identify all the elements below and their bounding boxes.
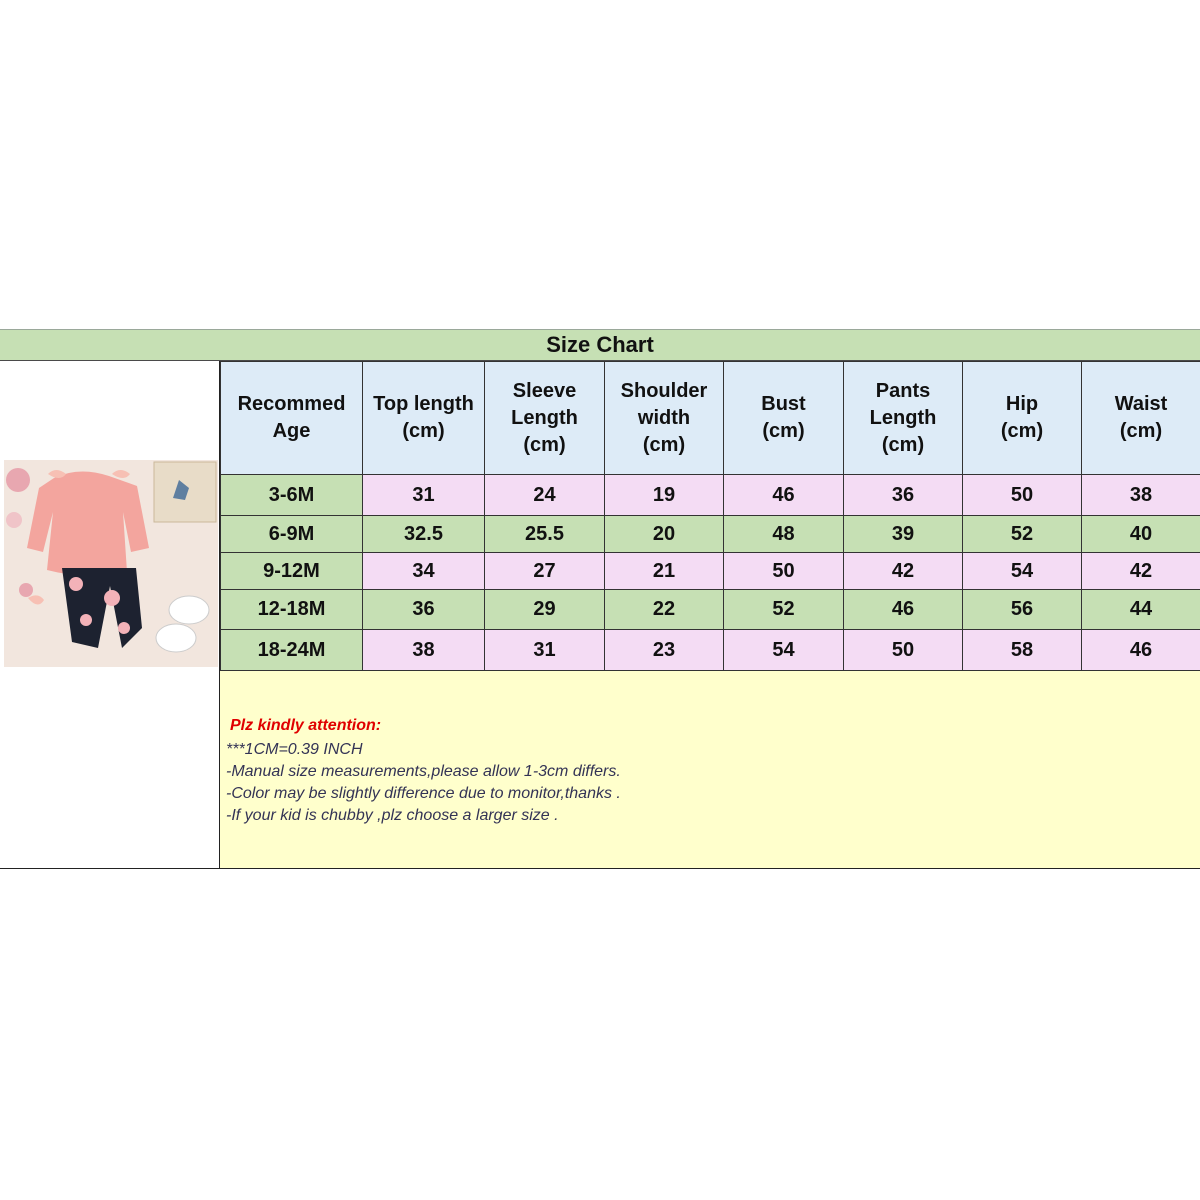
header-row <box>221 362 1200 475</box>
table-row <box>221 630 1200 671</box>
table-row <box>221 590 1200 630</box>
value-cell: 21 <box>605 553 724 590</box>
note-line: -Color may be slightly difference due to monitor,thanks . <box>226 785 621 802</box>
value-cell: 29 <box>485 590 605 630</box>
notes-title: Plz kindly attention: <box>230 717 382 734</box>
value-cell: 54 <box>724 630 844 671</box>
value-cell: 42 <box>1082 553 1200 590</box>
size-chart <box>0 329 1200 869</box>
value-cell: 34 <box>363 553 485 590</box>
value-cell: 31 <box>363 475 485 516</box>
age-cell: 6-9M <box>221 516 363 553</box>
value-cell: 38 <box>1082 475 1200 516</box>
age-cell: 9-12M <box>221 553 363 590</box>
size-table <box>220 361 1200 671</box>
value-cell: 24 <box>485 475 605 516</box>
notes-panel <box>220 671 1200 869</box>
value-cell: 50 <box>724 553 844 590</box>
value-cell: 50 <box>963 475 1082 516</box>
value-cell: 36 <box>363 590 485 630</box>
value-cell: 23 <box>605 630 724 671</box>
value-cell: 22 <box>605 590 724 630</box>
value-cell: 46 <box>844 590 963 630</box>
note-line: ***1CM=0.39 INCH <box>226 741 363 758</box>
table-row <box>221 475 1200 516</box>
header-waist: Waist (cm) <box>1082 362 1200 475</box>
age-cell: 12-18M <box>221 590 363 630</box>
value-cell: 19 <box>605 475 724 516</box>
value-cell: 46 <box>724 475 844 516</box>
value-cell: 25.5 <box>485 516 605 553</box>
value-cell: 40 <box>1082 516 1200 553</box>
value-cell: 56 <box>963 590 1082 630</box>
value-cell: 58 <box>963 630 1082 671</box>
table-row <box>221 516 1200 553</box>
value-cell: 31 <box>485 630 605 671</box>
age-cell: 3-6M <box>221 475 363 516</box>
header-top-length: Top length (cm) <box>363 362 485 475</box>
age-cell: 18-24M <box>221 630 363 671</box>
note-line: -If your kid is chubby ,plz choose a larger size . <box>226 807 559 824</box>
header-sleeve-length: Sleeve Length (cm) <box>485 362 605 475</box>
value-cell: 39 <box>844 516 963 553</box>
note-line: -Manual size measurements,please allow 1-3cm differs. <box>226 763 621 780</box>
value-cell: 52 <box>963 516 1082 553</box>
header-shoulder-width: Shoulder width (cm) <box>605 362 724 475</box>
value-cell: 48 <box>724 516 844 553</box>
value-cell: 50 <box>844 630 963 671</box>
table-row <box>221 553 1200 590</box>
header-age: Recommed Age <box>221 362 363 475</box>
value-cell: 44 <box>1082 590 1200 630</box>
value-cell: 54 <box>963 553 1082 590</box>
baby-outfit-photo-icon <box>4 460 218 667</box>
value-cell: 20 <box>605 516 724 553</box>
value-cell: 42 <box>844 553 963 590</box>
value-cell: 46 <box>1082 630 1200 671</box>
value-cell: 38 <box>363 630 485 671</box>
value-cell: 36 <box>844 475 963 516</box>
header-bust: Bust (cm) <box>724 362 844 475</box>
product-photo-panel <box>0 361 220 869</box>
header-hip: Hip (cm) <box>963 362 1082 475</box>
value-cell: 32.5 <box>363 516 485 553</box>
value-cell: 52 <box>724 590 844 630</box>
chart-title: Size Chart <box>0 329 1200 361</box>
header-pants-length: Pants Length (cm) <box>844 362 963 475</box>
value-cell: 27 <box>485 553 605 590</box>
